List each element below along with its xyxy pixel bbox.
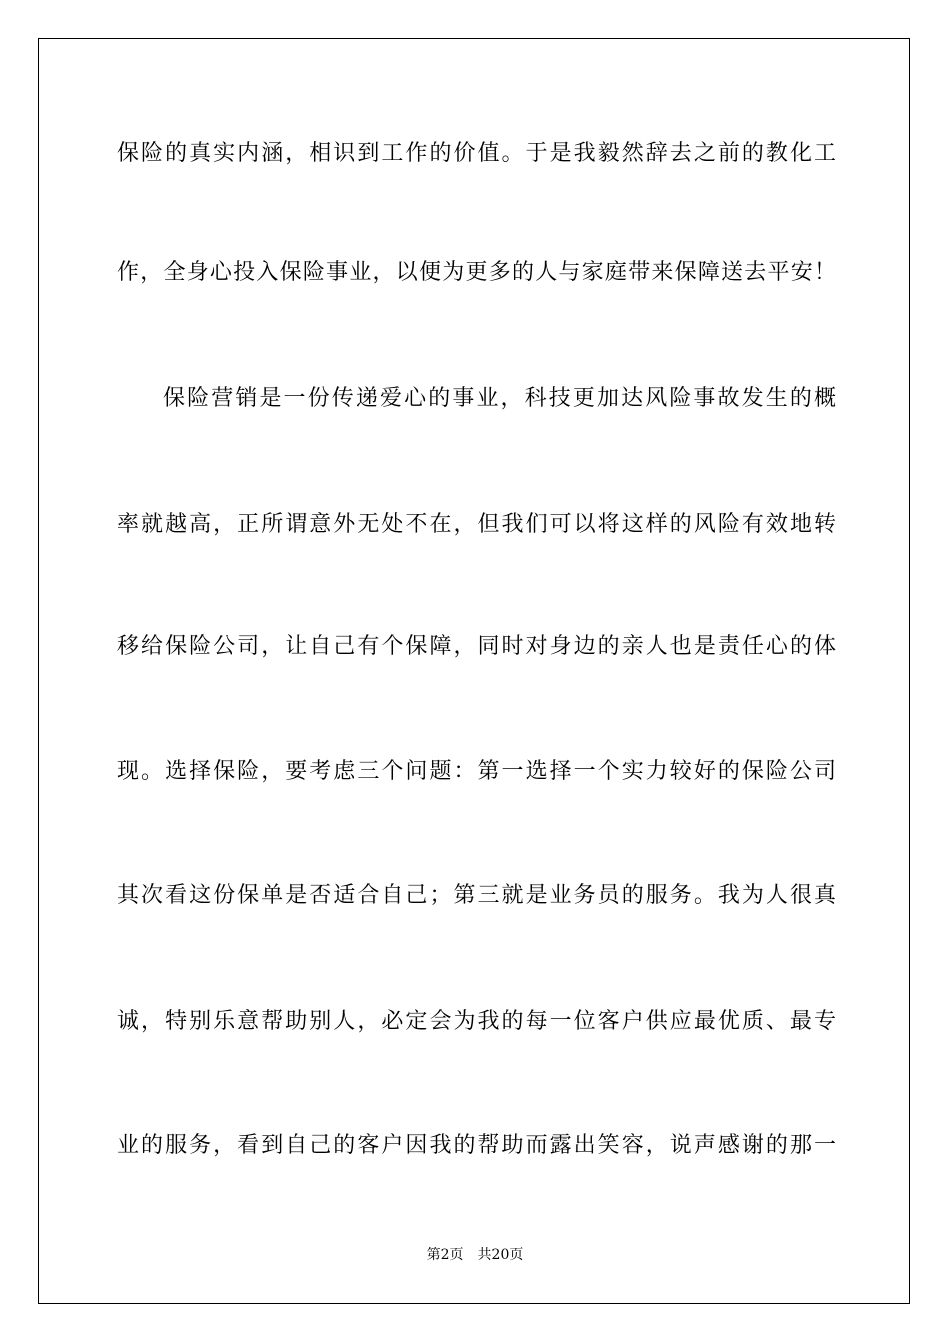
text-line-1: 保险的真实内涵，相识到工作的价值。于是我毅然辞去之前的教化工 [117,141,837,166]
text-line-8: 诚，特别乐意帮助别人，必定会为我的每一位客户供应最优质、最专 [117,1009,837,1034]
total-pages: 共20页 [477,1247,524,1263]
text-line-5: 移给保险公司，让自己有个保障，同时对身边的亲人也是责任心的体 [117,634,837,659]
text-line-6: 现。选择保险，要考虑三个问题：第一选择一个实力较好的保险公司 [117,759,837,784]
text-line-2: 作，全身心投入保险事业，以便为更多的人与家庭带来保障送去平安！ [117,260,837,285]
page-footer [0,1246,950,1264]
text-line-3-paragraph-start: 保险营销是一份传递爱心的事业，科技更加达风险事故发生的概 [163,386,837,411]
text-line-4: 率就越高，正所谓意外无处不在，但我们可以将这样的风险有效地转 [117,512,837,537]
page-border [38,38,910,1304]
text-line-7: 其次看这份保单是否适合自己；第三就是业务员的服务。我为人很真 [117,883,837,908]
text-line-9: 业的服务，看到自己的客户因我的帮助而露出笑容，说声感谢的那一 [117,1133,837,1158]
page-number: 第2页 [426,1247,464,1263]
